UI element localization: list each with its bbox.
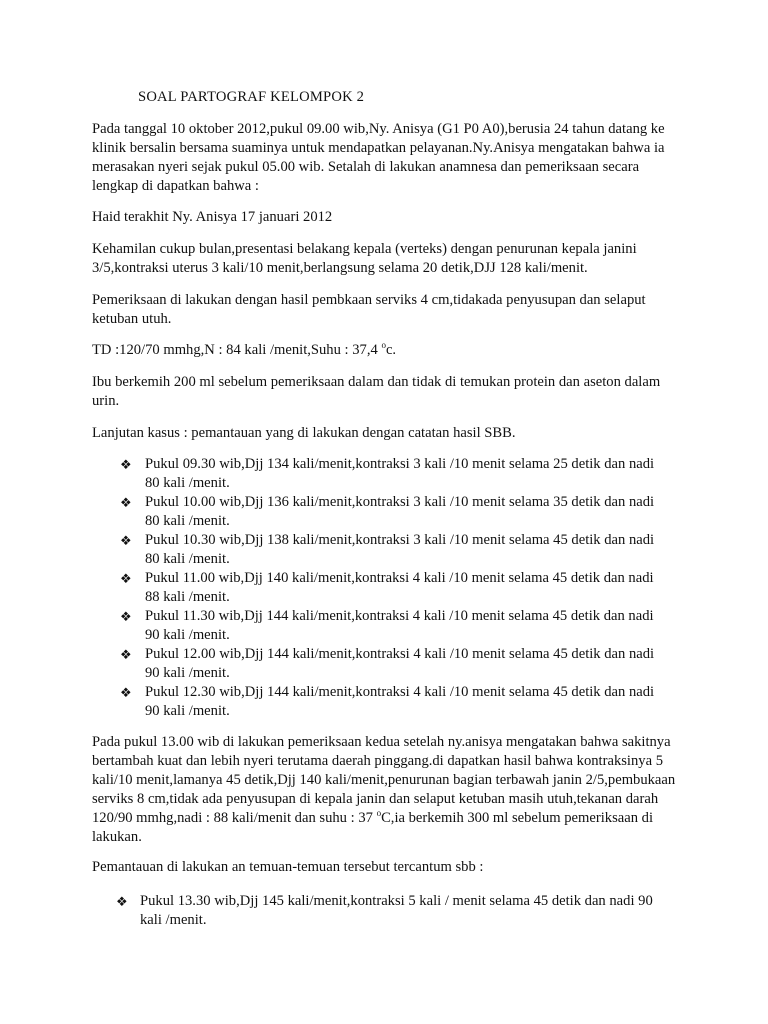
urine-paragraph: Ibu berkemih 200 ml sebelum pemeriksaan dalam dan tidak di temukan protein dan aseton dalam urin. (92, 374, 661, 409)
followup-paragraph: Lanjutan kasus : pemantauan yang di lakukan dengan catatan hasil SBB. (92, 425, 516, 441)
lmp-paragraph: Haid terakhit Ny. Anisya 17 januari 2012 (92, 209, 333, 225)
list-item (0, 531, 665, 569)
second-exam-paragraph (92, 733, 682, 847)
list-item-text: Pukul 10.30 wib,Djj 138 kali/menit,kontraksi 3 kali /10 menit selama 45 detik dan nadi 80 kali /menit. (145, 532, 655, 567)
bullet-diamond-icon: ❖ (120, 495, 132, 510)
vitals-degree: o (381, 340, 386, 351)
monitoring-list (0, 455, 665, 721)
list-item (0, 683, 665, 721)
bullet-diamond-icon: ❖ (116, 894, 128, 909)
list-item (0, 607, 665, 645)
bullet-diamond-icon: ❖ (120, 457, 132, 472)
bullet-diamond-icon: ❖ (120, 533, 132, 548)
document-title: SOAL PARTOGRAF KELOMPOK 2 (138, 89, 365, 105)
list-item-text: Pukul 11.30 wib,Djj 144 kali/menit,kontraksi 4 kali /10 menit selama 45 detik dan nadi 90 kali /menit. (145, 608, 654, 643)
second-exam-text-end: C,ia berkemih 300 ml sebelum pemeriksaan di lakukan. (92, 810, 654, 845)
list-item (0, 455, 665, 493)
final-monitoring-list (0, 892, 660, 930)
list-item-text: Pukul 10.00 wib,Djj 136 kali/menit,kontraksi 3 kali /10 menit selama 35 detik dan nadi 80 kali /menit. (145, 494, 655, 529)
list-item (0, 493, 665, 531)
bullet-diamond-icon: ❖ (120, 647, 132, 662)
exam-paragraph: Pemeriksaan di lakukan dengan hasil pembkaan serviks 4 cm,tidakada penyusupan dan selaput ketuban utuh. (92, 292, 646, 327)
list-item-text: Pukul 12.30 wib,Djj 144 kali/menit,kontraksi 4 kali /10 menit selama 45 detik dan nadi 90 kali /menit. (145, 684, 655, 719)
list-item (0, 645, 665, 683)
intro-paragraph: Pada tanggal 10 oktober 2012,pukul 09.00 wib,Ny. Anisya (G1 P0 A0),berusia 24 tahun datang ke klinik bersalin bersama suaminya untuk mendapatkan pelayanan.Ny.Anisya mengatakan bahwa ia merasakan nyeri sejak pukul 05.00 wib. Setalah di lakukan anamnesa dan pemeriksaan secara lengkap di dapatkan bahwa : (92, 121, 665, 194)
list-item (0, 892, 660, 930)
bullet-diamond-icon: ❖ (120, 571, 132, 586)
monitoring-intro: Pemantauan di lakukan an temuan-temuan tersebut tercantum sbb : (92, 859, 484, 875)
vitals-paragraph (92, 341, 682, 360)
bullet-diamond-icon: ❖ (120, 609, 132, 624)
list-item-text: Pukul 12.00 wib,Djj 144 kali/menit,kontraksi 4 kali /10 menit selama 45 detik dan nadi 90 kali /menit. (145, 646, 655, 681)
list-item (0, 569, 665, 607)
pregnancy-paragraph: Kehamilan cukup bulan,presentasi belakang kepala (verteks) dengan penurunan kepala janini 3/5,kontraksi uterus 3 kali/10 menit,berlangsung selama 20 detik,DJJ 128 kali/menit. (92, 241, 637, 276)
list-item-text: Pukul 11.00 wib,Djj 140 kali/menit,kontraksi 4 kali /10 menit selama 45 detik dan nadi 88 kali /menit. (145, 570, 654, 605)
bullet-diamond-icon: ❖ (120, 685, 132, 700)
second-exam-degree: o (376, 808, 382, 819)
list-item-text: Pukul 13.30 wib,Djj 145 kali/menit,kontraksi 5 kali / menit selama 45 detik dan nadi 90 kali /menit. (140, 893, 653, 928)
vitals-text: TD :120/70 mmhg,N : 84 kali /menit,Suhu : 37,4 (92, 342, 382, 358)
second-exam-text: Pada pukul 13.00 wib di lakukan pemeriksaan kedua setelah ny.anisya mengatakan bahwa sakitnya bertambah kuat dan lebih nyeri terutama daerah pinggang.di dapatkan hasil bahwa kontraksinya 5 kali/10 menit,lamanya 45 detik,Djj 140 kali/menit,penurunan bagian terbawah janin 2/5,pembukaan serviks 8 cm,tidak ada penyusupan di kepala janin dan selaput ketuban masih utuh,tekanan darah 120/90 mmhg,nadi : 88 kali/menit dan suhu : 37 (92, 734, 676, 826)
list-item-text: Pukul 09.30 wib,Djj 134 kali/menit,kontraksi 3 kali /10 menit selama 25 detik dan nadi 80 kali /menit. (145, 456, 655, 491)
vitals-unit: c. (385, 342, 397, 358)
